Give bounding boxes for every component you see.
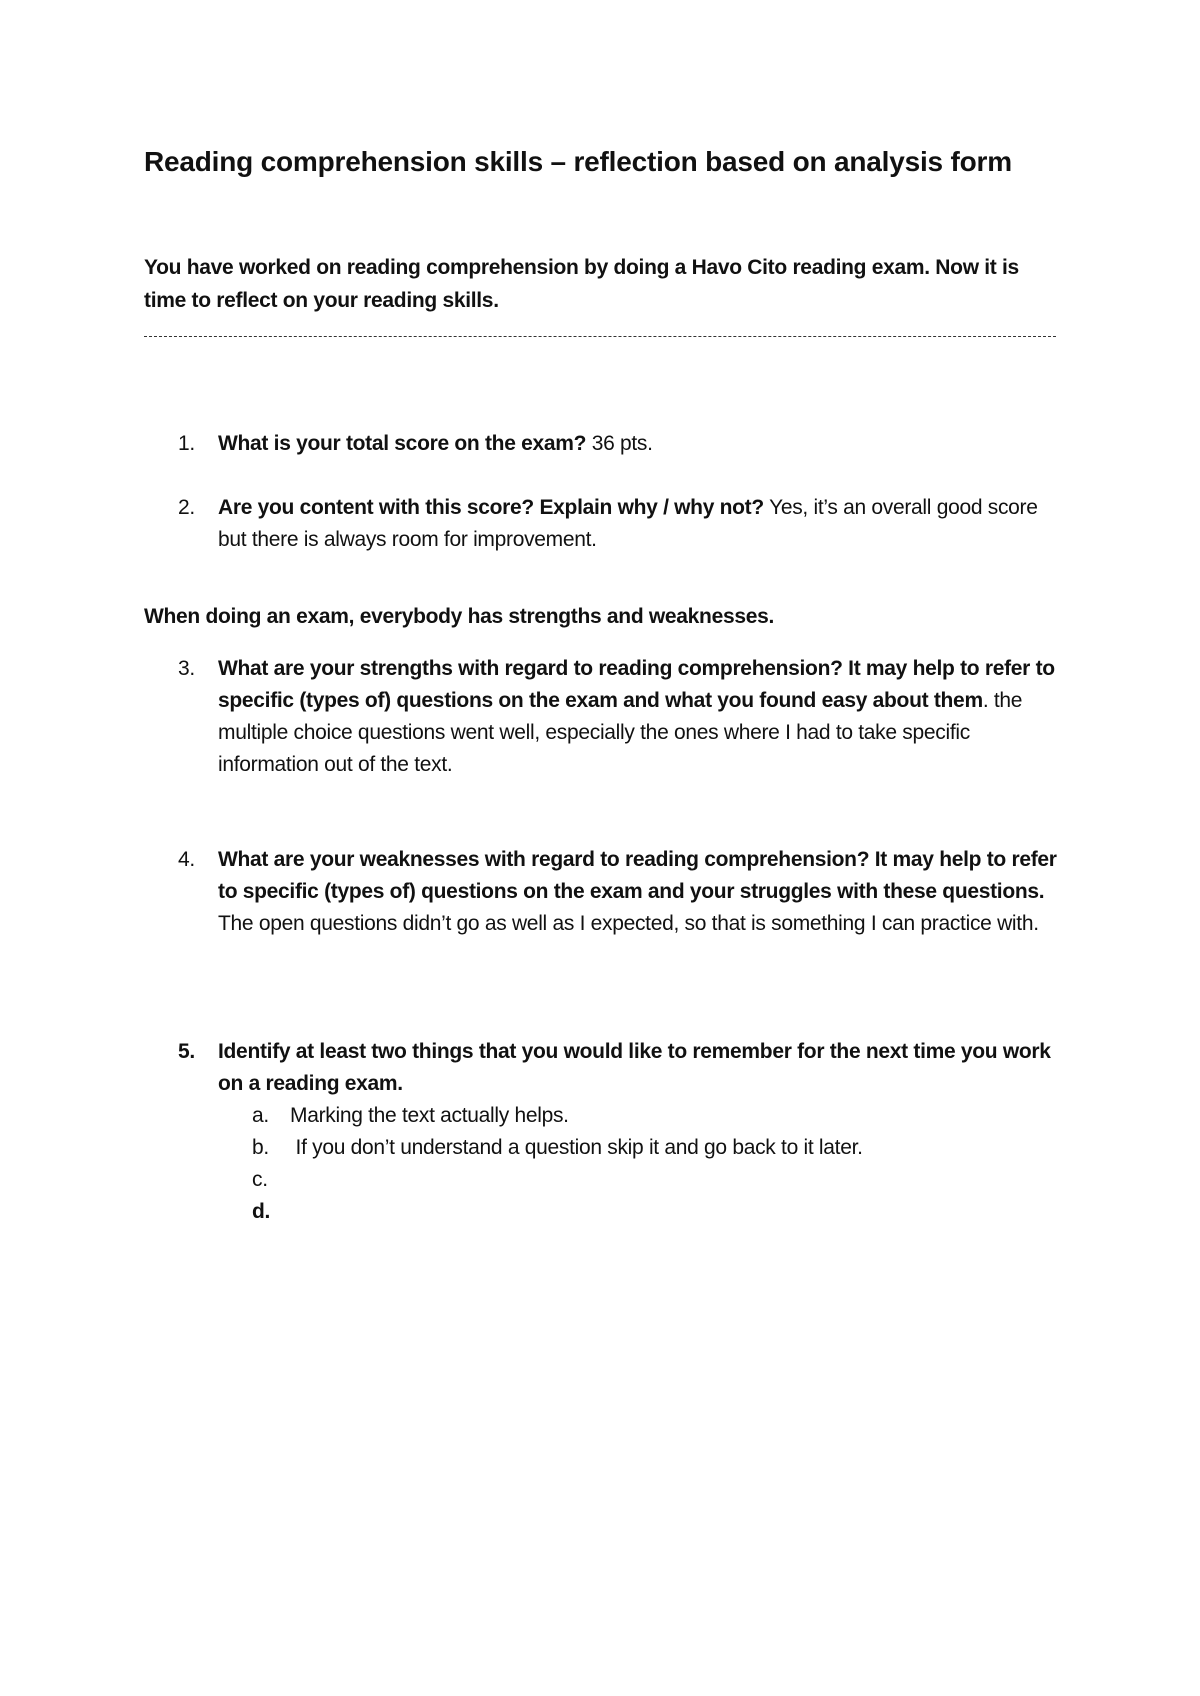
question-item-4 bbox=[178, 844, 1068, 940]
sub-item-letter: b. bbox=[252, 1136, 269, 1159]
answer-text: . the multiple choice questions went well, especially the ones where I had to take specific information out of the text. bbox=[218, 689, 1023, 776]
answer-text: The open questions didn’t go as well as I expected, so that is something I can practice with. bbox=[218, 912, 1039, 935]
answer-text: Yes, it’s an overall good score but there is always room for improvement. bbox=[218, 496, 1038, 551]
question-text: What is your total score on the exam? bbox=[218, 432, 587, 455]
question-number: 3. bbox=[178, 657, 195, 680]
sub-item-text: If you don’t understand a question skip it and go back to it later. bbox=[290, 1136, 863, 1159]
statement-text: When doing an exam, everybody has strengths and weaknesses. bbox=[144, 605, 775, 628]
sub-item-text: Marking the text actually helps. bbox=[290, 1104, 569, 1127]
answer-text: 36 pts. bbox=[591, 432, 653, 455]
dashed-divider bbox=[144, 336, 1056, 337]
sub-item-letter: c. bbox=[252, 1168, 268, 1191]
question-text: What are your strengths with regard to reading comprehension? It may help to refer to specific (types of) questions on the exam and what you found easy about them bbox=[218, 657, 1055, 712]
question-item-5 bbox=[178, 1036, 1068, 1100]
question-text: What are your weaknesses with regard to reading comprehension? It may help to refer to specific (types of) questions on the exam and your struggles with these questions. bbox=[218, 848, 1057, 903]
question-number: 5. bbox=[178, 1040, 195, 1063]
sub-item-letter: d. bbox=[252, 1200, 271, 1223]
question-item-3 bbox=[178, 653, 1068, 781]
sub-item-letter: a. bbox=[252, 1104, 269, 1127]
question-text: Identify at least two things that you would like to remember for the next time you work on a reading exam. bbox=[218, 1040, 1051, 1095]
question-item-1 bbox=[178, 428, 1068, 460]
page-title: Reading comprehension skills – reflection based on analysis form bbox=[144, 146, 1012, 177]
intro-paragraph: You have worked on reading comprehension by doing a Havo Cito reading exam. Now it is time to reflect on your reading skills. bbox=[144, 256, 1019, 312]
question-number: 4. bbox=[178, 848, 195, 871]
question-number: 2. bbox=[178, 496, 195, 519]
question-number: 1. bbox=[178, 432, 195, 455]
question-text: Are you content with this score? Explain why / why not? bbox=[218, 496, 764, 519]
question-item-2 bbox=[178, 492, 1068, 556]
